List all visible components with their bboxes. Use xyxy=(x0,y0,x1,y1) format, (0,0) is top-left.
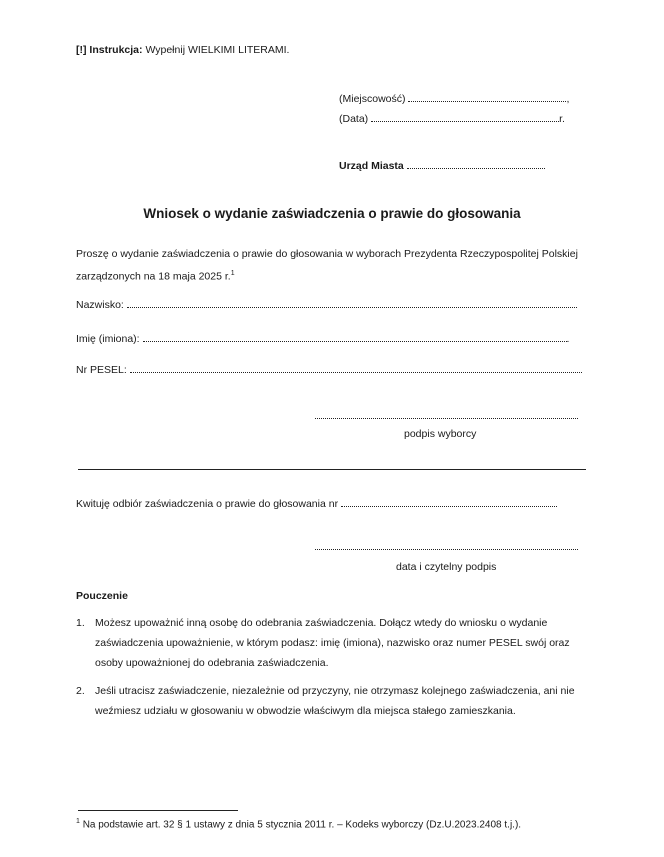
request-paragraph xyxy=(76,244,586,287)
list-item-text: Jeśli utracisz zaświadczenie, niezależnie od przyczyny, nie otrzymasz kolejnego zaświadczenia, ani nie weźmiesz udziału w głosowaniu w obwodzie właściwym dla miejsca stałego zamieszkania. xyxy=(95,685,575,717)
receipt-row xyxy=(76,498,557,510)
receipt-signature-label: data i czytelny podpis xyxy=(396,561,497,573)
list-item xyxy=(76,681,596,721)
place-trailing: , xyxy=(566,93,570,105)
footnote-separator xyxy=(78,810,238,811)
instructions-list xyxy=(76,613,596,729)
firstname-field[interactable] xyxy=(143,339,567,342)
office-row xyxy=(339,160,545,172)
instruction-prefix: [!] Instrukcja: xyxy=(76,44,143,56)
pesel-label: Nr PESEL: xyxy=(76,364,127,376)
instruction-text: Wypełnij WIELKIMI LITERAMI. xyxy=(145,44,290,56)
surname-row xyxy=(76,299,577,311)
surname-label: Nazwisko: xyxy=(76,299,124,311)
page-title: Wniosek o wydanie zaświadczenia o prawie do głosowania xyxy=(143,206,521,221)
footnote-text: Na podstawie art. 32 § 1 ustawy z dnia 5 stycznia 2011 r. – Kodeks wyborczy (Dz.U.2023.2408 t.j.). xyxy=(82,819,522,831)
voter-signature-label: podpis wyborcy xyxy=(404,428,477,440)
firstname-label: Imię (imiona): xyxy=(76,333,140,345)
list-item xyxy=(76,613,596,673)
place-label: (Miejscowość) xyxy=(339,93,406,105)
date-trailing: r. xyxy=(559,113,565,125)
footnote-mark: 1 xyxy=(76,818,80,825)
receipt-text: Kwituję odbiór zaświadczenia o prawie do głosowania nr xyxy=(76,498,339,510)
firstname-row xyxy=(76,333,569,345)
list-item-text: Możesz upoważnić inną osobę do odebrania zaświadczenia. Dołącz wtedy do wniosku o wydanie zaświadczenia upoważnienie, w którym podasz: imię (imiona), nazwisko oraz numer PESEL swój oraz osoby upoważnionej do odebrania zaświadczenia. xyxy=(95,617,570,669)
voter-signature-line[interactable] xyxy=(315,416,578,419)
place-input-line[interactable] xyxy=(408,99,566,102)
office-input-line[interactable] xyxy=(407,166,545,169)
footnote-ref: 1 xyxy=(230,270,235,277)
pesel-row xyxy=(76,364,582,376)
list-item-number: 2. xyxy=(76,685,85,697)
instructions-heading: Pouczenie xyxy=(76,590,128,602)
receipt-number-field[interactable] xyxy=(341,504,557,507)
pesel-field[interactable] xyxy=(130,370,582,373)
request-text: Proszę o wydanie zaświadczenia o prawie do głosowania w wyborach Prezydenta Rzeczypospolitej Polskiej zarządzonych na 18 maja 2025 r. xyxy=(76,248,578,283)
section-divider xyxy=(78,469,586,470)
receipt-signature-line[interactable] xyxy=(315,547,578,550)
office-label: Urząd Miasta xyxy=(339,160,404,172)
date-input-line[interactable] xyxy=(371,119,559,122)
place-row xyxy=(339,93,569,105)
date-label: (Data) xyxy=(339,113,369,125)
list-item-number: 1. xyxy=(76,617,85,629)
instruction-line xyxy=(76,44,289,56)
firstname-trailing: . xyxy=(566,333,570,345)
surname-field[interactable] xyxy=(127,305,577,308)
date-row xyxy=(339,113,565,125)
footnote xyxy=(76,818,521,830)
